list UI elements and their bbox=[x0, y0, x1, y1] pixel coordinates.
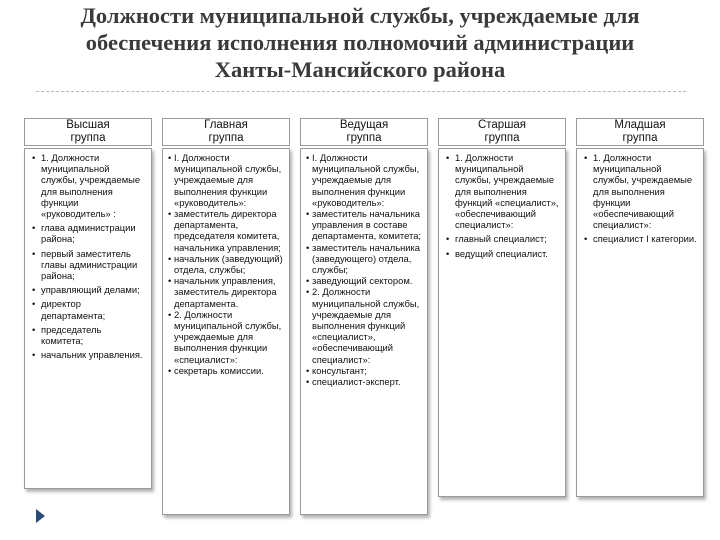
list-item: • управляющий делами; bbox=[30, 284, 146, 295]
title-divider bbox=[36, 91, 686, 92]
list-item: • секретарь комиссии. bbox=[168, 365, 284, 376]
column-body bbox=[438, 148, 566, 497]
list-item: • председатель комитета; bbox=[30, 324, 146, 346]
list-item: • 1. Должности муниципальной службы, учреждаемые для выполнения функции «обеспечивающий специалист»: bbox=[582, 152, 698, 230]
slide-marker-arrow-icon bbox=[36, 509, 45, 523]
list-item: • первый заместитель главы администрации района; bbox=[30, 248, 146, 282]
list-item: • заместитель начальника (заведующего) отдела, службы; bbox=[306, 242, 422, 276]
column-heading: Высшая группа bbox=[24, 118, 152, 146]
column-heading: Ведущая группа bbox=[300, 118, 428, 146]
list-item: • специалист-эксперт. bbox=[306, 376, 422, 387]
list-item: • глава администрации района; bbox=[30, 222, 146, 244]
column-senior-group bbox=[438, 118, 566, 497]
list-item: • I. Должности муниципальной службы, учреждаемые для выполнения функции «руководитель»: bbox=[168, 152, 284, 208]
list-item: • консультант; bbox=[306, 365, 422, 376]
list-item: • директор департамента; bbox=[30, 298, 146, 320]
list-item: • I. Должности муниципальной службы, учреждаемые для выполнения функции «руководитель»: bbox=[306, 152, 422, 208]
page-title bbox=[20, 2, 700, 83]
column-body bbox=[576, 148, 704, 497]
list-item: • ведущий специалист. bbox=[444, 248, 560, 259]
list-item: • 1. Должности муниципальной службы, учреждаемые для выполнения функции «руководитель» : bbox=[30, 152, 146, 219]
column-main-group bbox=[162, 118, 290, 515]
list-item: • начальник управления, заместитель директора департамента. bbox=[168, 275, 284, 309]
list-item: • начальник управления. bbox=[30, 349, 146, 360]
list-item: • 2. Должности муниципальной службы, учреждаемые для выполнения функции «специалист»: bbox=[168, 309, 284, 365]
list-item: • заведующий сектором. bbox=[306, 275, 422, 286]
list-item: • заместитель начальника управления в составе департамента, комитета; bbox=[306, 208, 422, 242]
column-body bbox=[24, 148, 152, 489]
column-heading: Младшая группа bbox=[576, 118, 704, 146]
column-heading: Главная группа bbox=[162, 118, 290, 146]
title-line-2: обеспечения исполнения полномочий администрации bbox=[85, 30, 635, 55]
column-leading-group bbox=[300, 118, 428, 515]
list-item: • 1. Должности муниципальной службы, учреждаемые для выполнения функций «специалист», «обеспечивающий специалист»: bbox=[444, 152, 560, 230]
list-item: • заместитель директора департамента, председателя комитета, начальника управления; bbox=[168, 208, 284, 253]
list-item: • главный специалист; bbox=[444, 233, 560, 244]
list-item: • 2. Должности муниципальной службы, учреждаемые для выполнения функций «специалист», «обеспечивающий специалист»: bbox=[306, 286, 422, 364]
column-junior-group bbox=[576, 118, 704, 497]
list-item: • начальник (заведующий) отдела, службы; bbox=[168, 253, 284, 275]
column-higher-group bbox=[24, 118, 152, 489]
title-line-1: Должности муниципальной службы, учреждаемые для bbox=[80, 3, 640, 28]
list-item: • специалист I категории. bbox=[582, 233, 698, 244]
column-body bbox=[162, 148, 290, 515]
column-body bbox=[300, 148, 428, 515]
column-heading: Старшая группа bbox=[438, 118, 566, 146]
title-line-3: Ханты-Мансийского района bbox=[214, 57, 506, 82]
